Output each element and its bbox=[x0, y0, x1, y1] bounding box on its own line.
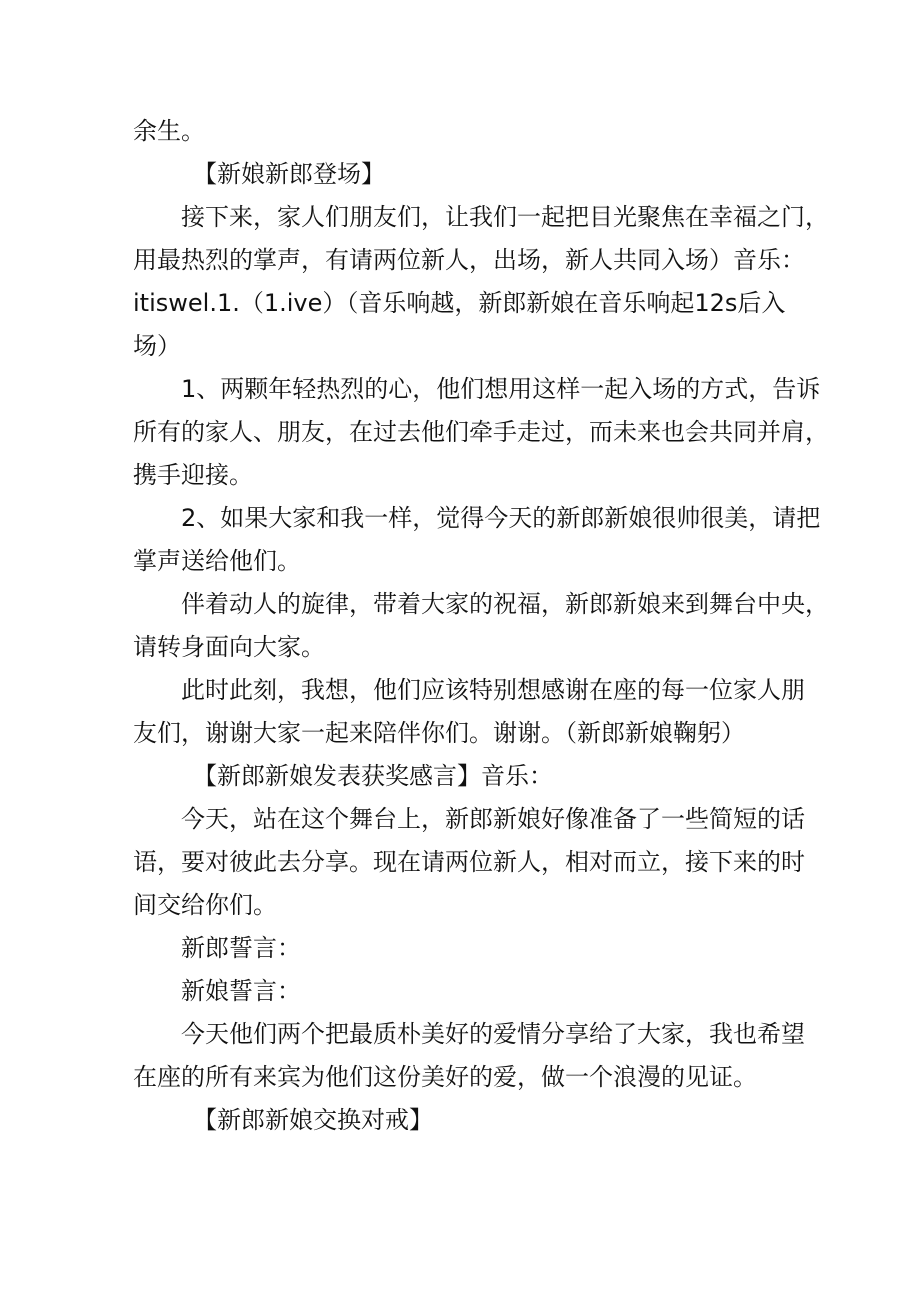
text-line: 伴着动人的旋律，带着大家的祝福，新郎新娘来到舞台中央， bbox=[181, 590, 829, 618]
text-line: 新郎誓言： bbox=[181, 934, 301, 962]
paragraph-witness bbox=[133, 1013, 805, 1099]
paragraph-entrance-intro bbox=[133, 196, 829, 368]
text-line: 携手迎接。 bbox=[133, 461, 253, 489]
text-line: 新娘誓言： bbox=[181, 977, 301, 1005]
text-line: 2、如果大家和我一样，觉得今天的新郎新娘很帅很美，请把 bbox=[181, 504, 821, 532]
paragraph-speech-intro bbox=[133, 798, 805, 927]
text-line: 友们，谢谢大家一起来陪伴你们。谢谢。（新郎新娘鞠躬） bbox=[133, 719, 745, 747]
groom-vow-label bbox=[133, 927, 793, 970]
paragraph-stage-center bbox=[133, 583, 829, 669]
paragraph-closing-line bbox=[133, 110, 793, 153]
text-line: 余生。 bbox=[133, 117, 205, 145]
text-line: 场） bbox=[133, 332, 181, 360]
paragraph-item-1 bbox=[133, 368, 829, 497]
text-line: 所有的家人、朋友，在过去他们牵手走过，而未来也会共同并肩， bbox=[133, 418, 829, 446]
text-line: 在座的所有来宾为他们这份美好的爱，做一个浪漫的见证。 bbox=[133, 1063, 757, 1091]
bride-vow-label bbox=[133, 970, 793, 1013]
text-line: 用最热烈的掌声，有请两位新人，出场，新人共同入场）音乐： bbox=[133, 246, 805, 274]
text-line: 1、两颗年轻热烈的心，他们想用这样一起入场的方式，告诉 bbox=[181, 375, 821, 403]
text-line: 语，要对彼此去分享。现在请两位新人，相对而立，接下来的时 bbox=[133, 848, 805, 876]
text-line: 接下来，家人们朋友们，让我们一起把目光聚焦在幸福之门， bbox=[181, 203, 829, 231]
text-line: 今天他们两个把最质朴美好的爱情分享给了大家，我也希望 bbox=[181, 1020, 805, 1048]
text-line: 掌声送给他们。 bbox=[133, 547, 301, 575]
section-heading-speech bbox=[133, 755, 793, 798]
text-line: 【新娘新郎登场】 bbox=[193, 160, 385, 188]
text-line: 请转身面向大家。 bbox=[133, 633, 325, 661]
text-line: 今天，站在这个舞台上，新郎新娘好像准备了一些简短的话 bbox=[181, 805, 805, 833]
text-line: 此时此刻，我想，他们应该特别想感谢在座的每一位家人朋 bbox=[181, 676, 805, 704]
text-line: 间交给你们。 bbox=[133, 891, 277, 919]
section-heading-rings bbox=[133, 1099, 793, 1142]
text-line: itiswel.1.（1.ive）（音乐响越，新郎新娘在音乐响起12s后入 bbox=[133, 289, 786, 317]
section-heading-entrance bbox=[133, 153, 793, 196]
text-line: 【新郎新娘交换对戒】 bbox=[193, 1106, 433, 1134]
paragraph-thanks bbox=[133, 669, 805, 755]
paragraph-item-2 bbox=[133, 497, 821, 583]
text-line: 【新郎新娘发表获奖感言】音乐： bbox=[193, 762, 553, 790]
